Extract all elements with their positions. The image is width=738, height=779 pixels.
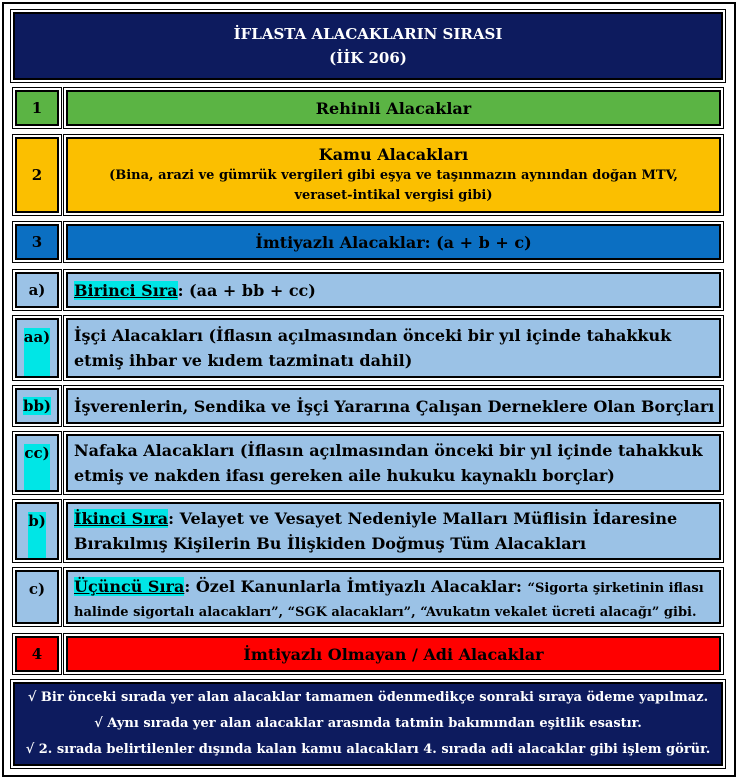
- row-b-label-text: b): [28, 512, 46, 558]
- notes-box: [13, 682, 723, 766]
- row-c-examples: “Sigorta şirketinin iflası halinde sigortalı alacakları”, “SGK alacakları”, “Avukatın vekalet ücreti alacağı” gibi.: [74, 581, 704, 620]
- row-bb-label: [15, 388, 59, 424]
- row-c-label: [15, 570, 59, 624]
- row-aa-label: [15, 318, 59, 378]
- row-2-number: 2: [15, 137, 59, 213]
- row-aa-text: İşçi Alacakları (İflasın açılmasından önceki bir yıl içinde tahakkuk etmiş ihbar ve kıdem tazminatı dahil): [66, 318, 721, 378]
- header: [13, 12, 723, 80]
- row-bb-label-text: bb): [22, 397, 52, 415]
- row-3-text: İmtiyazlı Alacaklar: (a + b + c): [66, 224, 721, 260]
- note-2: √ Aynı sırada yer alan alacaklar arasında tatmin bakımından eşitlik esastır.: [94, 716, 642, 731]
- row-c-text: [66, 570, 721, 624]
- page-subtitle: (İİK 206): [329, 49, 407, 67]
- page-title: İFLASTA ALACAKLARIN SIRASI: [233, 25, 503, 43]
- note-1: √ Bir önceki sırada yer alan alacaklar tamamen ödenmedikçe sonraki sıraya ödeme yapılmaz.: [27, 690, 709, 705]
- row-a-rest: : (aa + bb + cc): [177, 280, 316, 300]
- row-bb-text: İşverenlerin, Sendika ve İşçi Yararına Çalışan Derneklere Olan Borçları: [66, 388, 721, 424]
- row-4-text: İmtiyazlı Olmayan / Adi Alacaklar: [66, 636, 721, 672]
- row-b-label: [15, 502, 59, 560]
- row-b-text: [66, 502, 721, 560]
- birinci-sira-highlight: Birinci Sıra: [74, 280, 178, 300]
- row-3-number: 3: [15, 224, 59, 260]
- row-c-rest: : Özel Kanunlarla İmtiyazlı Alacaklar:: [184, 577, 528, 596]
- row-aa-label-text: aa): [24, 328, 51, 376]
- row-2-title: Kamu Alacakları: [318, 145, 469, 164]
- ikinci-sira-highlight: İkinci Sıra: [74, 509, 169, 528]
- note-3: √ 2. sırada belirtilenler dışında kalan kamu alacakları 4. sırada adi alacaklar gibi işlem görür.: [25, 742, 711, 757]
- row-1-text: Rehinli Alacaklar: [66, 90, 721, 126]
- row-1-number: 1: [15, 90, 59, 126]
- row-4-number: 4: [15, 636, 59, 672]
- ucuncu-sira-highlight: Üçüncü Sıra: [74, 577, 185, 596]
- row-cc-label: [15, 434, 59, 492]
- row-2-detail: (Bina, arazi ve gümrük vergileri gibi eşya ve taşınmazın aynından doğan MTV, veraset-intikal vergisi gibi): [109, 168, 678, 203]
- row-2-cell: [66, 137, 721, 213]
- row-b-rest: : Velayet ve Vesayet Nedeniyle Malları Müflisin İdaresine Bırakılmış Kişilerin Bu İlişkiden Doğmuş Tüm Alacakları: [74, 509, 678, 553]
- row-a-text: [66, 272, 721, 308]
- row-cc-text: Nafaka Alacakları (İflasın açılmasından önceki bir yıl içinde tahakkuk etmiş ve nakden ifası gereken aile hukuku kaynaklı borçlar): [66, 434, 721, 492]
- row-cc-label-text: cc): [24, 444, 49, 490]
- row-c-label-text: c): [28, 580, 46, 598]
- row-a-label: a): [15, 272, 59, 308]
